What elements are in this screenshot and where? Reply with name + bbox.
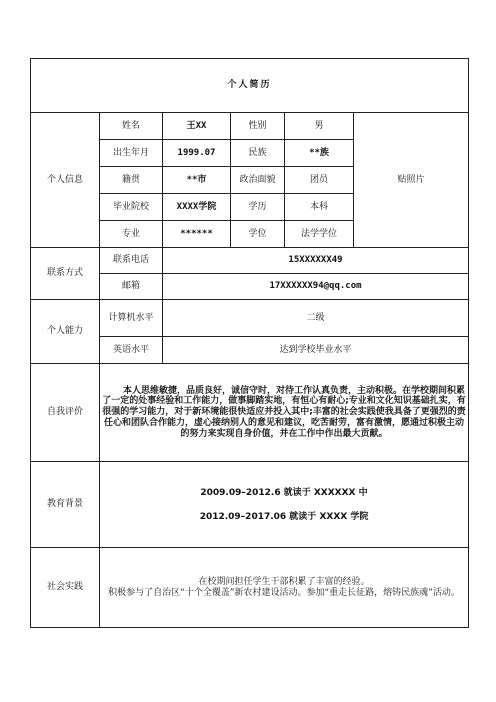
self-evaluation-body: 本人思维敏捷，品质良好，诚信守时，对待工作认真负责，主动积极。在学校期间积累了一定的处事经验和工作能力，做事脚踏实地，有恒心有耐心;专业和文化知识基础扎实，有很强的学习能力，对于新环境能很快适应并投入其中;丰富的社会实践使我具备了更强烈的责任心和团队合作能力，虚心接纳别人的意见和建议，吃苦耐劳，富有激情，愿通过积极主动的努力来实现自身价值，并在工作中作出最大贡献。 (102, 385, 466, 439)
major-label: 专业 (100, 221, 163, 248)
self-evaluation-text (100, 364, 469, 462)
section-label-personal-info: 个人信息 (31, 113, 100, 248)
section-label-self-eval: 自我评价 (31, 364, 100, 462)
birth-label: 出生年月 (100, 140, 163, 167)
practice-item: 积极参与了自治区“十个全覆盖”新农村建设活动。参加“重走长征路，熔铸民族魂”活动。 (108, 587, 460, 598)
gender-label: 性别 (231, 113, 285, 140)
resume-table (30, 58, 469, 628)
ethnicity-value: **族 (285, 140, 354, 167)
birth-value: 1999.07 (163, 140, 231, 167)
degree-label: 学位 (231, 221, 285, 248)
email-value: 17XXXXXX94@qq.com (163, 274, 469, 300)
origin-label: 籍贯 (100, 167, 163, 194)
section-label-practice: 社会实践 (31, 548, 100, 628)
computer-level-value: 二级 (163, 300, 469, 337)
politics-value: 团员 (285, 167, 354, 194)
school-label: 毕业院校 (100, 194, 163, 221)
english-level-label: 英语水平 (100, 337, 163, 364)
education-item: 2009.09–2012.6 就读于 XXXXXX 中 (200, 487, 368, 498)
computer-level-label: 计算机水平 (100, 300, 163, 337)
email-label: 邮箱 (100, 274, 163, 300)
practice-list (100, 548, 469, 628)
section-label-contact: 联系方式 (31, 248, 100, 300)
education-item: 2012.09–2017.06 就读于 XXXX 学院 (199, 511, 369, 522)
ethnicity-label: 民族 (231, 140, 285, 167)
name-value: 王XX (163, 113, 231, 140)
degree-value: 法学学位 (285, 221, 354, 248)
gender-value: 男 (285, 113, 354, 140)
section-label-education: 教育背景 (31, 462, 100, 548)
english-level-value: 达到学校毕业水平 (163, 337, 469, 364)
section-label-ability: 个人能力 (31, 300, 100, 364)
school-value: XXXX学院 (163, 194, 231, 221)
major-value: ****** (163, 221, 231, 248)
phone-value: 15XXXXXX49 (163, 248, 469, 274)
degree-level-value: 本科 (285, 194, 354, 221)
practice-item: 在校期间担任学生干部积累了丰富的经验。 (198, 576, 370, 587)
page-title: 个人简历 (31, 59, 469, 113)
phone-label: 联系电话 (100, 248, 163, 274)
degree-level-label: 学历 (231, 194, 285, 221)
photo-placeholder: 贴照片 (354, 113, 469, 248)
name-label: 姓名 (100, 113, 163, 140)
origin-value: **市 (163, 167, 231, 194)
politics-label: 政治面貌 (231, 167, 285, 194)
education-list (100, 462, 469, 548)
